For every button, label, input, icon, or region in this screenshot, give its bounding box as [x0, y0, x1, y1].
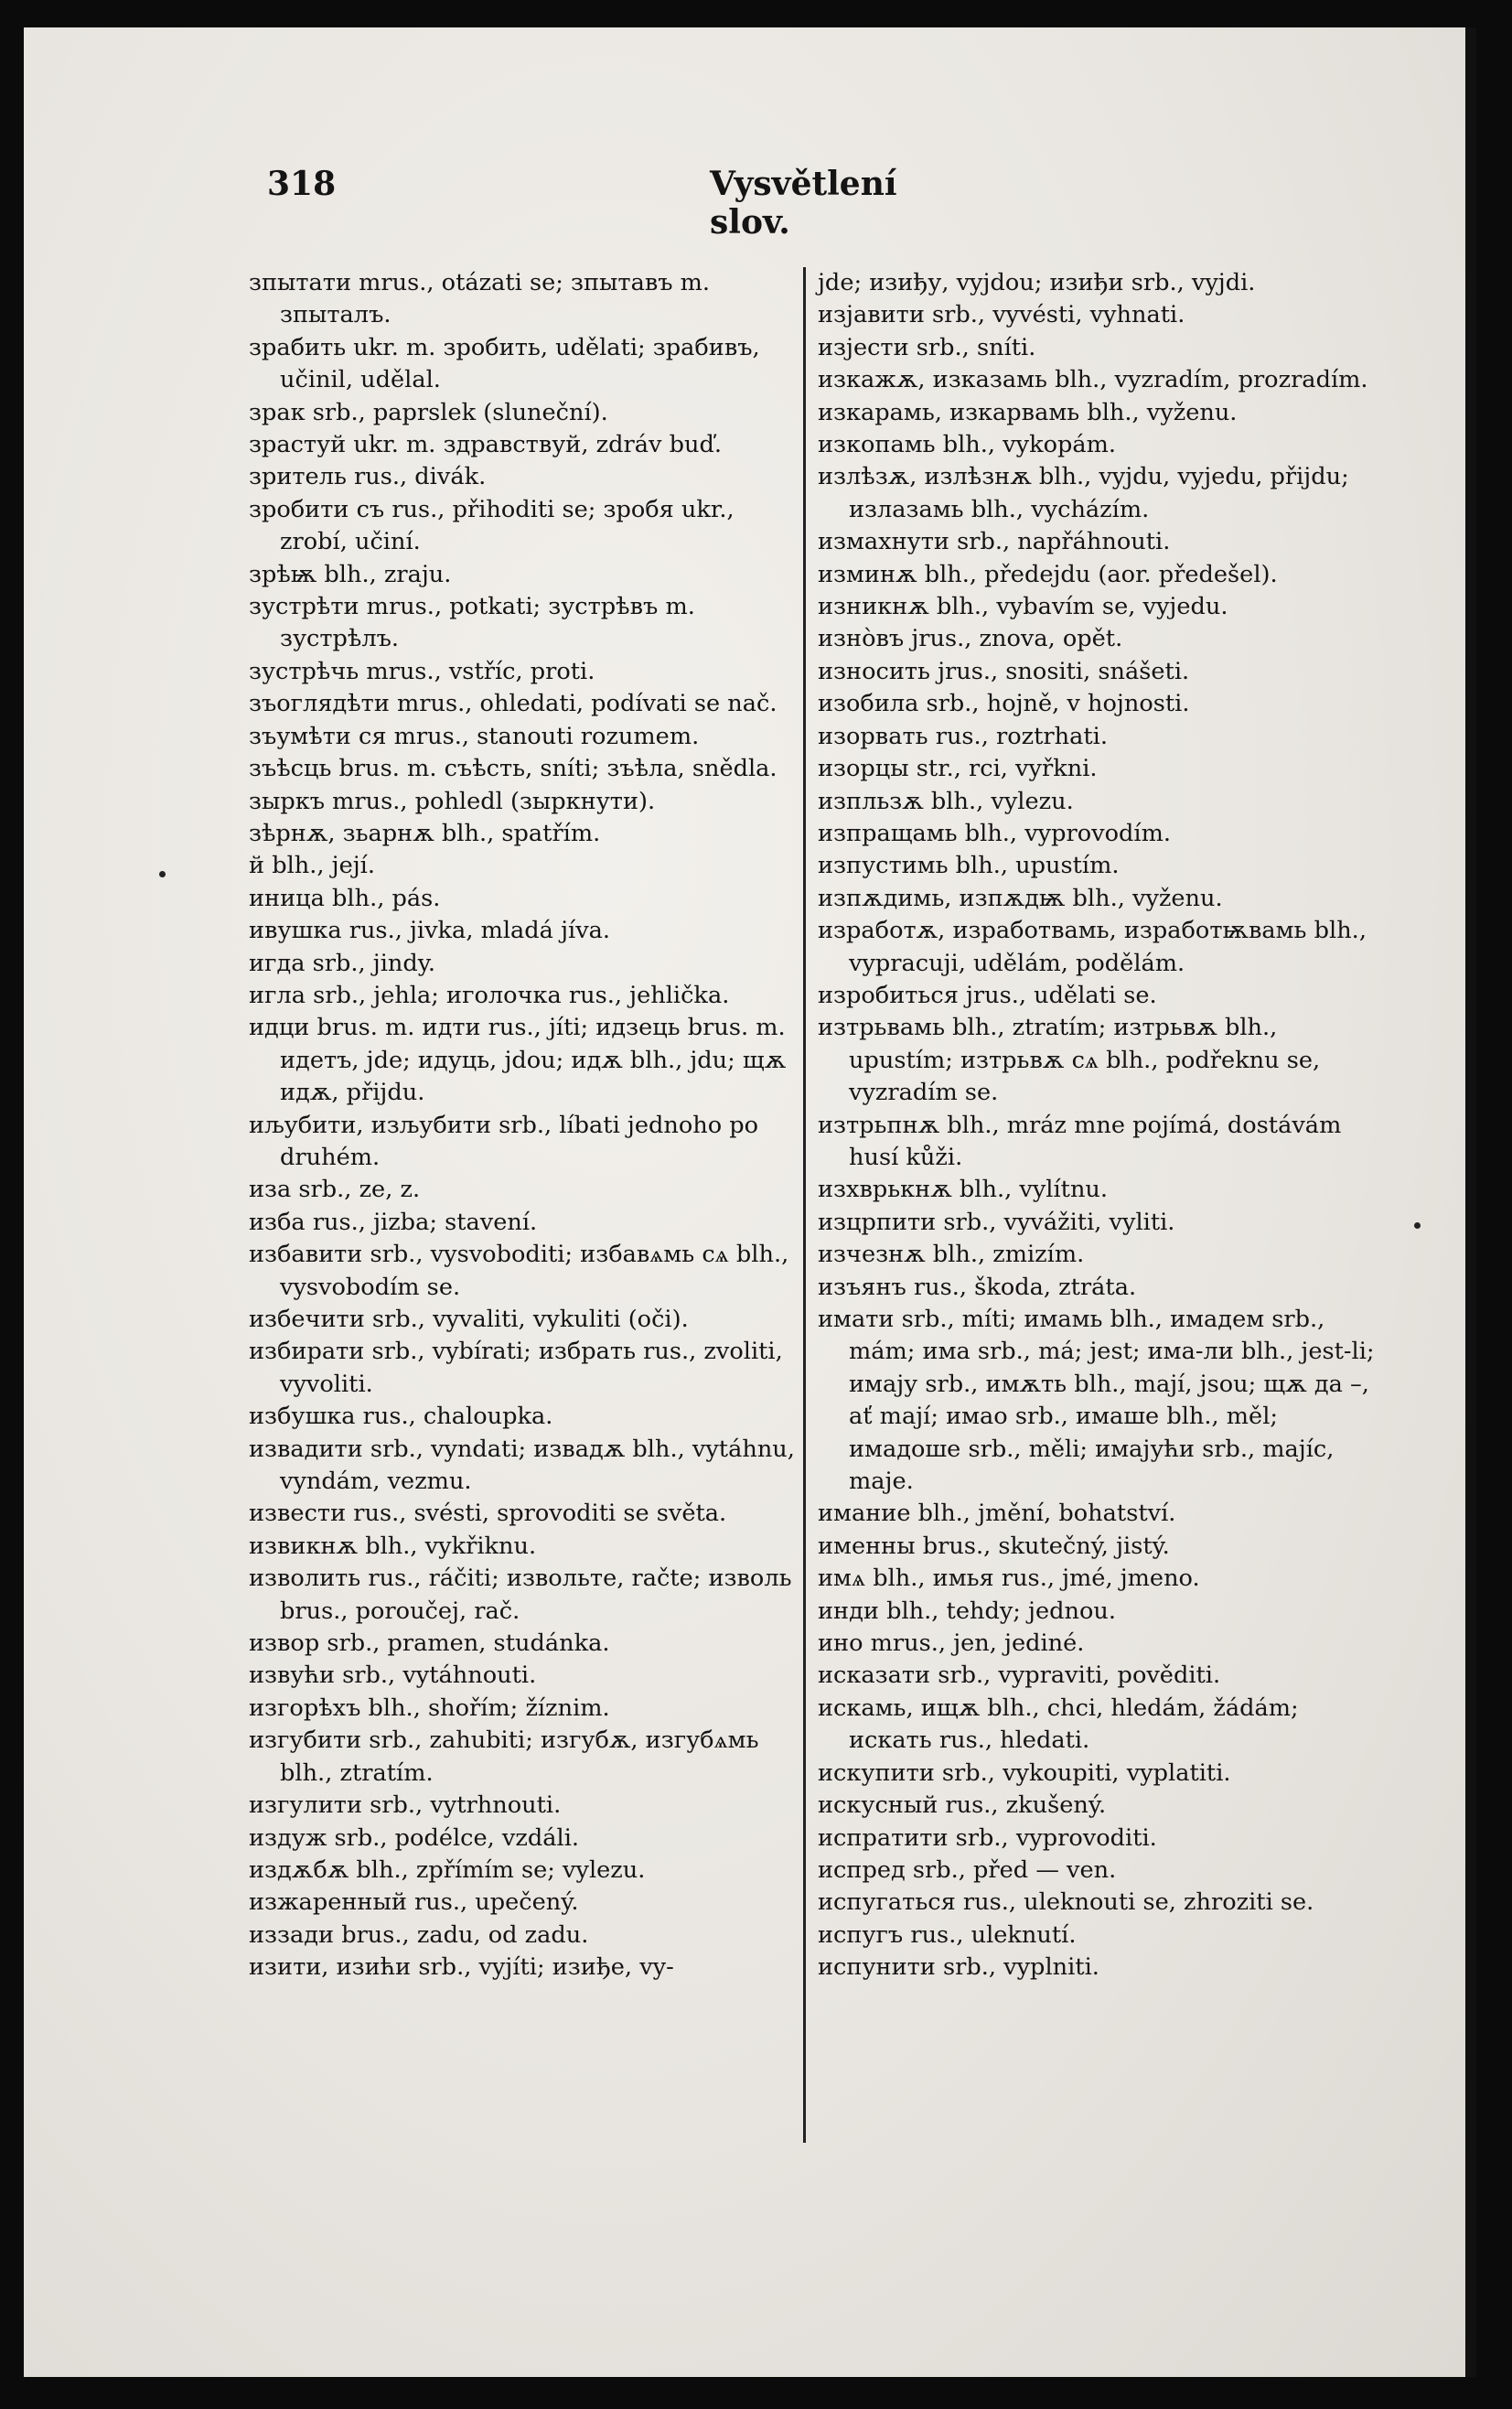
left-column	[249, 267, 798, 1984]
dictionary-entry: изба rus., jizba; stavení.	[249, 1208, 538, 1236]
dictionary-entry: изнòвъ jrus., znova, opět.	[818, 625, 1123, 653]
dictionary-entry: игла srb., jehla; иголочка rus., jehlička.	[249, 981, 730, 1009]
dictionary-entry: изгорѣхъ blh., shořím; žíznim.	[249, 1694, 610, 1722]
dictionary-entry: изити, изићи srb., vyjíti; изиђе, vy-	[249, 1953, 674, 1982]
dictionary-entry: изорцы str., rci, vyřkni.	[818, 755, 1098, 783]
dictionary-entry: зритель rus., divák.	[249, 463, 487, 491]
dictionary-entry: ивушка rus., jivka, mladá jíva.	[249, 917, 611, 945]
ink-speck	[159, 871, 166, 877]
dictionary-entry: зыркъ mrus., pohledl (зыркнути).	[249, 787, 656, 815]
dictionary-entry: извикнѫ blh., vykřiknu.	[249, 1532, 537, 1560]
dictionary-entry: изјести srb., sníti.	[818, 333, 1036, 361]
dictionary-entry: изминѫ blh., předejdu (aor. předešel).	[818, 560, 1278, 588]
dictionary-entry: извући srb., vytáhnouti.	[249, 1662, 537, 1690]
dictionary-entry: зрѣѭ blh., zraju.	[249, 560, 452, 588]
dictionary-entry: издѫбѫ blh., zpřímím se; vylezu.	[249, 1855, 646, 1884]
dictionary-entry: изволить rus., ráčiti; извольте, račte; изволь brus., poroučej, rač.	[249, 1565, 792, 1625]
dictionary-entry: jde; изиђу, vyjdou; изиђи srb., vyjdi.	[818, 269, 1256, 296]
column-divider	[803, 267, 806, 2143]
dictionary-entry: испунити srb., vyplniti.	[818, 1953, 1099, 1982]
dictionary-entry: извадити srb., vyndati; извадѫ blh., vytáhnu, vyndám, vezmu.	[249, 1435, 795, 1496]
dictionary-entry: идци brus. m. идти rus., jíti; идзець brus. m. идетъ, jde; идуць, jdou; идѫ blh., jdu; щѫ идѫ, přijdu.	[249, 1014, 787, 1107]
dictionary-entry: изкажѫ, изказамь blh., vyzradím, prozradím.	[818, 366, 1368, 394]
page-number: 318	[267, 165, 337, 203]
dictionary-entry: изјавити srb., vyvésti, vyhnati.	[818, 301, 1185, 329]
dictionary-entry: зрастуй ukr. m. здравствуй, zdráv buď.	[249, 431, 722, 459]
dictionary-entry: избавити srb., vysvoboditi; избавѧмь сѧ blh., vysvobodím se.	[249, 1241, 789, 1301]
dictionary-entry: иница blh., pás.	[249, 884, 441, 912]
dictionary-entry: изгулити srb., vytrhnouti.	[249, 1791, 562, 1820]
dictionary-entry: избушка rus., chaloupka.	[249, 1403, 553, 1431]
dictionary-entry: инди blh., tehdy; jednou.	[818, 1597, 1117, 1625]
dictionary-entry: излѣзѫ, излѣзнѫ blh., vyjdu, vyjedu, přijdu; излазамь blh., vycházím.	[818, 463, 1349, 523]
dictionary-entry: искупити srb., vykoupiti, vyplatiti.	[818, 1758, 1231, 1787]
dictionary-entry: иза srb., ze, z.	[249, 1176, 421, 1204]
dictionary-entry: й blh., její.	[249, 852, 375, 880]
dictionary-entry: изобила srb., hojně, v hojnosti.	[818, 690, 1190, 718]
ink-speck	[1414, 1222, 1421, 1229]
dictionary-entry: зробити съ rus., přihoditi se; зробя ukr., zrobí, učiní.	[249, 495, 735, 556]
dictionary-entry: изчезнѫ blh., zmizím.	[818, 1241, 1085, 1269]
dictionary-entry: изтрьвамь blh., ztratím; изтрьвѫ blh., upustím; изтрьвѫ сѧ blh., podřeknu se, vyzradím se.	[818, 1014, 1321, 1107]
dictionary-entry: изкарамь, изкарвамь blh., vyženu.	[818, 398, 1238, 426]
page-edge-shadow	[1465, 27, 1476, 2377]
dictionary-entry: имати srb., míti; имамь blh., имадем srb., mám; има srb., má; jest; има-ли blh., jest-li; имају srb., имѫть blh., mají, jsou; щѫ да –, ať mají; имао srb., имаше blh., měl; имадоше srb., měli; имајући srb., majíc, maje.	[818, 1306, 1375, 1496]
dictionary-entry: изробиться jrus., udělati se.	[818, 981, 1157, 1009]
dictionary-entry: иззади brus., zadu, od zadu.	[249, 1920, 589, 1949]
dictionary-entry: изхврькнѫ blh., vylítnu.	[818, 1176, 1109, 1204]
dictionary-entry: изникнѫ blh., vybavím se, vyjedu.	[818, 593, 1228, 621]
dictionary-entry: именны brus., skutečný, jistý.	[818, 1532, 1170, 1560]
dictionary-entry: зъѣсць brus. m. съѣсть, sníti; зъѣла, snědla.	[249, 755, 777, 783]
dictionary-entry: испратити srb., vyprovoditi.	[818, 1823, 1157, 1852]
dictionary-entry: зрак srb., paprslek (sluneční).	[249, 398, 608, 426]
page-header	[243, 156, 957, 242]
dictionary-entry: зъоглядѣти mrus., ohledati, podívati se nač.	[249, 690, 777, 718]
dictionary-entry: избирати srb., vybírati; избрать rus., zvoliti, vyvoliti.	[249, 1338, 783, 1398]
dictionary-entry: искусный rus., zkušený.	[818, 1791, 1107, 1820]
dictionary-entry: изгубити srb., zahubiti; изгубѫ, изгубѧмь blh., ztratím.	[249, 1726, 759, 1787]
dictionary-entry: зъумѣти ся mrus., stanouti rozumem.	[249, 722, 700, 750]
dictionary-entry: испред srb., před — ven.	[818, 1855, 1117, 1884]
dictionary-entry: испугаться rus., uleknouti se, zhroziti se.	[818, 1888, 1314, 1917]
dictionary-entry: изпѫдимь, изпѫдѭ blh., vyženu.	[818, 884, 1223, 912]
dictionary-entry: зѣрнѫ, зьарнѫ blh., spatřím.	[249, 819, 601, 847]
dictionary-entry: издуж srb., podélce, vzdáli.	[249, 1823, 580, 1852]
dictionary-entry: зрабить ukr. m. зробить, udělati; зрабивъ, učinil, udělal.	[249, 333, 760, 394]
dictionary-entry: имание blh., jmění, bohatství.	[818, 1500, 1176, 1528]
dictionary-entry: испугъ rus., uleknutí.	[818, 1920, 1077, 1949]
dictionary-entry: извести rus., svésti, sprovoditi se světa.	[249, 1500, 727, 1528]
dictionary-entry: изцрпити srb., vyvážiti, vyliti.	[818, 1208, 1175, 1236]
dictionary-entry: изжаренный rus., upečený.	[249, 1888, 579, 1917]
dictionary-entry: изработѫ, изработвамь, изработѭвамь blh., vypracuji, udělám, podělám.	[818, 917, 1367, 977]
dictionary-entry: зустрѣчь mrus., vstříc, proti.	[249, 657, 595, 685]
dictionary-entry: износить jrus., snositi, snášeti.	[818, 657, 1190, 685]
dictionary-entry: искамь, ищѫ blh., chci, hledám, žádám; искать rus., hledati.	[818, 1694, 1299, 1755]
running-title: Vysvětlení slov.	[710, 165, 897, 242]
dictionary-page	[24, 27, 1476, 2377]
dictionary-entry: игда srb., jindy.	[249, 949, 435, 977]
dictionary-entry: иљубити, изљубити srb., líbati jednoho po druhém.	[249, 1111, 759, 1171]
dictionary-entry: измахнути srb., napřáhnouti.	[818, 528, 1171, 556]
dictionary-entry: изпустимь blh., upustím.	[818, 852, 1120, 880]
dictionary-entry: изпльзѫ blh., vylezu.	[818, 787, 1074, 815]
dictionary-entry: изъянъ rus., škoda, ztráta.	[818, 1273, 1137, 1301]
dictionary-entry: ино mrus., jen, jediné.	[818, 1629, 1085, 1658]
dictionary-entry: избечити srb., vyvaliti, vykuliti (oči).	[249, 1306, 689, 1333]
dictionary-entry: имѧ blh., имья rus., jmé, jmeno.	[818, 1565, 1200, 1593]
dictionary-entry: изпращамь blh., vyprovodím.	[818, 819, 1171, 847]
dictionary-entry: изтрьпнѫ blh., mráz mne pojímá, dostávám husí kůži.	[818, 1111, 1342, 1171]
right-column	[818, 267, 1376, 1984]
dictionary-entry: зустрѣти mrus., potkati; зустрѣвъ m. зустрѣлъ.	[249, 593, 695, 653]
dictionary-entry: изкопамь blh., vykopám.	[818, 431, 1117, 459]
dictionary-entry: извор srb., pramen, studánka.	[249, 1629, 610, 1658]
dictionary-entry: исказати srb., vypraviti, pověditi.	[818, 1662, 1221, 1690]
dictionary-entry: зпытати mrus., otázati se; зпытавъ m. зпыталъ.	[249, 269, 711, 329]
dictionary-entry: изорвать rus., roztrhati.	[818, 722, 1108, 750]
